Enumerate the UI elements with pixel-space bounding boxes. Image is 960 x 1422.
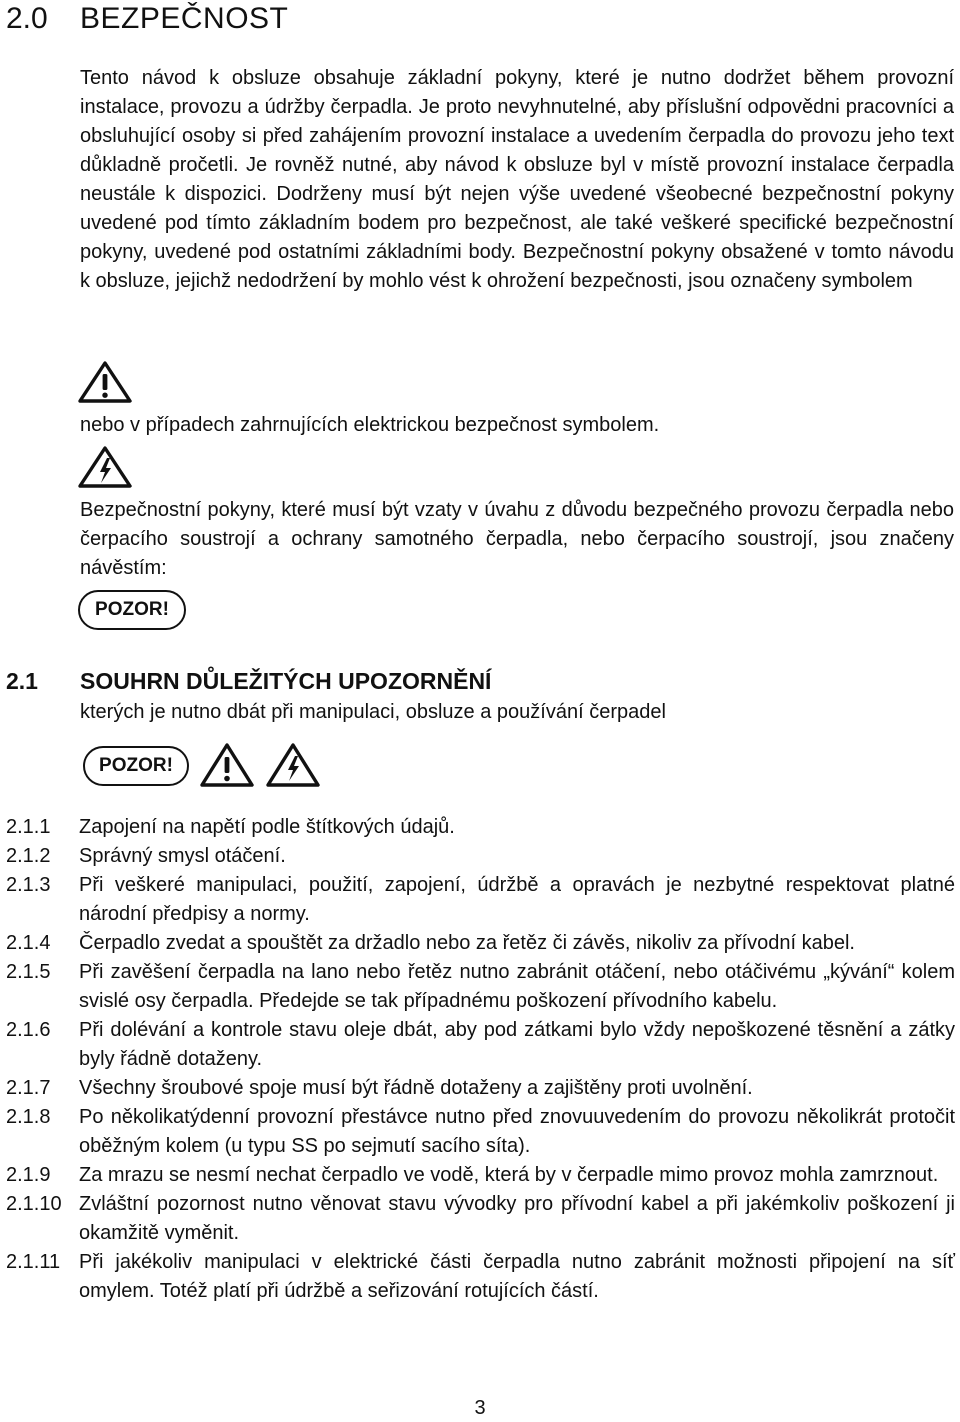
list-item: [0, 813, 960, 842]
item-number: 2.1.5: [6, 961, 51, 983]
warning-triangle-icon: [78, 361, 132, 403]
list-item: [0, 958, 960, 1016]
item-number: 2.1.8: [6, 1106, 51, 1128]
item-text: Po několikatýdenní provozní přestávce nutno před znovuuvedením do provozu několikrát protočit oběžným kolem (u typu SS po sejmutí sacího síta).: [79, 1106, 955, 1157]
item-number: 2.1.10: [6, 1193, 62, 1215]
item-text: Při dolévání a kontrole stavu oleje dbát, aby pod zátkami bylo vždy nepoškozené těsnění a zátky byly řádně dotaženy.: [79, 1019, 955, 1070]
pozor-note: Bezpečnostní pokyny, které musí být vzaty v úvahu z důvodu bezpečného provozu čerpadla nebo čerpacího soustrojí a ochrany samotného čerpadla, nebo čerpacího soustrojí, jsou značeny návěstím:: [80, 499, 954, 579]
list-item: [0, 929, 960, 958]
list-item: [0, 871, 960, 929]
pozor-badge: POZOR!: [78, 590, 186, 630]
electric-note: nebo v případech zahrnujících elektrickou bezpečnost symbolem.: [80, 414, 660, 436]
electric-hazard-icon: [266, 743, 320, 787]
subsection-number: 2.1: [6, 668, 38, 694]
pozor-badge: POZOR!: [83, 746, 189, 786]
item-number: 2.1.9: [6, 1164, 51, 1186]
list-item: [0, 842, 960, 871]
section-number: 2.0: [6, 2, 48, 35]
section-title: BEZPEČNOST: [80, 2, 289, 35]
item-text: Při jakékoliv manipulaci v elektrické části čerpadla nutno zabránit možnosti připojení na síť omylem. Totéž platí při údržbě a seřizování rotujících částí.: [79, 1251, 955, 1302]
item-text: Všechny šroubové spoje musí být řádně dotaženy a zajištěny proti uvolnění.: [79, 1077, 753, 1099]
item-text: Za mrazu se nesmí nechat čerpadlo ve vodě, která by v čerpadle mimo provoz mohla zamrznout.: [79, 1164, 939, 1186]
list-item: [0, 1190, 960, 1248]
subsection-subtitle: kterých je nutno dbát při manipulaci, obsluze a používání čerpadel: [80, 701, 666, 723]
electric-hazard-icon: [78, 446, 132, 488]
item-text: Při veškeré manipulaci, použití, zapojení, údržbě a opravách je nezbytné respektovat platné národní předpisy a normy.: [79, 874, 955, 925]
warnings-list: [0, 813, 960, 1306]
item-text: Zapojení na napětí podle štítkových údajů.: [79, 816, 455, 838]
item-text: Při zavěšení čerpadla na lano nebo řetěz nutno zabránit otáčení, nebo otáčivému „kývání“ kolem svislé osy čerpadla. Předejde se tak případnému poškození přívodního kabelu.: [79, 961, 955, 1012]
page-number: 3: [474, 1397, 486, 1419]
subsection-title: SOUHRN DŮLEŽITÝCH UPOZORNĚNÍ: [80, 668, 492, 694]
list-item: [0, 1074, 960, 1103]
list-item: [0, 1248, 960, 1306]
list-item: [0, 1103, 960, 1161]
list-item: [0, 1016, 960, 1074]
intro-paragraph: Tento návod k obsluze obsahuje základní pokyny, které je nutno dodržet během provozní instalace, provozu a údržby čerpadla. Je proto nevyhnutelné, aby příslušní odpovědni pracovníci a obsluhující osoby si před zahájením provozní instalace a uvedením čerpadla do provozu jeho text důkladně pročetli. Je rovněž nutné, aby návod k obsluze byl v místě provozní instalace čerpadla neustále k dispozici. Dodrženy musí být nejen výše uvedené všeobecné bezpečnostní pokyny uvedené pod tímto základním bodem pro bezpečnost, ale také veškeré specifické bezpečnostní pokyny, uvedené pod ostatními základními body. Bezpečnostní pokyny obsažené v tomto návodu k obsluze, jejichž nedodržení by mohlo vést k ohrožení bezpečnosti, jsou označeny symbolem: [80, 67, 954, 292]
item-text: Správný smysl otáčení.: [79, 845, 286, 867]
item-number: 2.1.1: [6, 816, 51, 838]
item-number: 2.1.7: [6, 1077, 51, 1099]
item-number: 2.1.3: [6, 874, 51, 896]
item-number: 2.1.6: [6, 1019, 51, 1041]
list-item: [0, 1161, 960, 1190]
item-text: Zvláštní pozornost nutno věnovat stavu vývodky pro přívodní kabel a při jakémkoliv poškození ji okamžitě vyměnit.: [79, 1193, 955, 1244]
item-number: 2.1.2: [6, 845, 51, 867]
item-text: Čerpadlo zvedat a spouštět za držadlo nebo za řetěz či závěs, nikoliv za přívodní kabel.: [79, 932, 855, 954]
warning-triangle-icon: [200, 743, 254, 787]
item-number: 2.1.4: [6, 932, 51, 954]
item-number: 2.1.11: [6, 1251, 61, 1273]
